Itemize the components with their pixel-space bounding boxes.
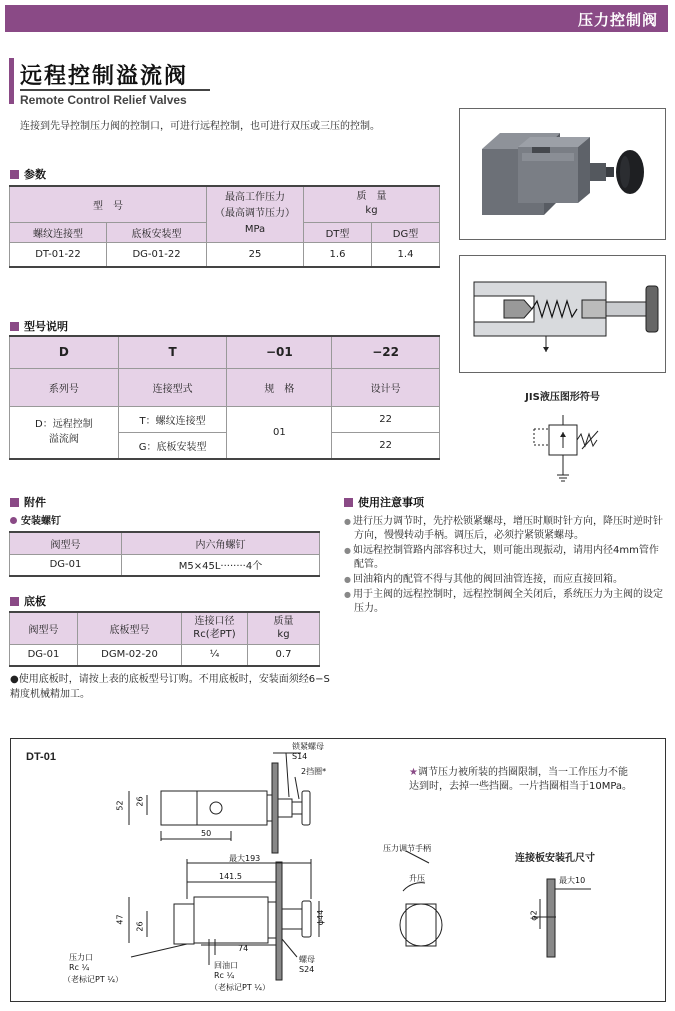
params-cell-dt: 1.6 — [304, 242, 372, 267]
model-heading-text: 型号说明 — [24, 320, 68, 333]
model-series-desc-1: D：远程控制 — [35, 419, 93, 431]
jis-symbol-label: JIS液压图形符号 — [525, 392, 600, 403]
accessory-sub-text: 安装螺钉 — [21, 516, 61, 527]
top-banner — [5, 5, 668, 32]
valve-section-drawing — [459, 255, 666, 373]
label-ring: 2挡圈* — [301, 767, 327, 776]
page-subtitle-en: Remote Control Relief Valves — [20, 93, 187, 107]
label-raise: 升压 — [409, 874, 425, 883]
baseplate-h-mass-unit: kg — [277, 629, 290, 641]
model-option-g: G：底板安装型 — [118, 432, 227, 459]
page-title: 远程控制溢流阀 — [20, 64, 189, 89]
params-h-thread: 螺纹连接型 — [10, 222, 107, 242]
ring-note-text: 调节压力被所装的挡圈限制，当一工作压力不能达到时，去掉一些挡圈。一片挡圈相当于10MPa。 — [409, 767, 633, 792]
params-cell-plate: DG-01-22 — [107, 242, 207, 267]
model-label-series: 系列号 — [10, 368, 119, 406]
valve-photo-image — [460, 109, 665, 239]
model-size-value: 01 — [227, 406, 332, 459]
baseplate-cell-mass: 0.7 — [248, 644, 320, 666]
baseplate-h-mass-text: 质量 — [273, 616, 294, 628]
baseplate-h-plate: 底板型号 — [78, 612, 182, 644]
title-underline — [20, 89, 210, 91]
category-title: 压力控制阀 — [577, 11, 658, 29]
baseplate-cell-plate: DGM-02-20 — [78, 644, 182, 666]
caution-item: ● 回油箱内的配管不得与其他的阀回油管连接，而应直接回箱。 — [344, 573, 666, 587]
model-code-t: T — [118, 336, 227, 368]
dim-max10: 最大10 — [559, 876, 586, 885]
params-h-pressure-2: （最高调节压力） — [215, 208, 295, 220]
label-nut: 螺母 — [299, 955, 315, 964]
params-h-pressure — [207, 186, 304, 242]
label-handle: 压力调节手柄 — [383, 844, 431, 853]
model-label-connection: 连接型式 — [118, 368, 227, 406]
caution-item: ● 如远程控制管路内部容积过大，则可能出现振动，请用内径4mm管作配管。 — [344, 544, 666, 572]
model-label-design: 设计号 — [332, 368, 440, 406]
cautions-heading — [344, 494, 424, 510]
accessory-heading — [10, 494, 46, 510]
model-design-2: 22 — [332, 432, 440, 459]
drawing-model-label: DT-01 — [26, 751, 56, 763]
model-heading — [10, 318, 68, 334]
ring-note — [409, 766, 634, 794]
dim-141-5: 141.5 — [219, 872, 242, 881]
dim-max193: 最大193 — [229, 854, 261, 863]
params-cell-thread: DT-01-22 — [10, 242, 107, 267]
bullet-dot-icon — [10, 517, 17, 524]
baseplate-cell-port: ¼ — [182, 644, 248, 666]
model-code-22: −22 — [332, 336, 440, 368]
dim-26-front: 26 — [135, 921, 145, 932]
label-lock-nut: 锁紧螺母 — [292, 742, 324, 751]
accessory-h-model: 阀型号 — [10, 532, 122, 554]
dim-74: 74 — [238, 944, 249, 953]
model-label-size: 规 格 — [227, 368, 332, 406]
params-h-dg: DG型 — [372, 222, 440, 242]
label-pressure-port: 压力口 — [69, 953, 93, 962]
section-drawing-svg — [460, 256, 665, 372]
label-pressure-old: （老标记PT ¼） — [63, 975, 124, 984]
dim-52: 52 — [115, 800, 125, 811]
accessory-h-screw: 内六角螺钉 — [122, 532, 320, 554]
model-option-t: T：螺纹连接型 — [118, 406, 227, 432]
dim-phi44: ϕ44 — [316, 909, 326, 926]
params-table — [9, 185, 440, 268]
section-square-icon — [344, 498, 353, 507]
label-s24: S24 — [299, 965, 315, 974]
dimension-drawing — [10, 738, 666, 1002]
model-series-desc-2: 溢流阀 — [48, 434, 79, 446]
params-h-pressure-unit: MPa — [244, 224, 266, 236]
dim-50: 50 — [201, 829, 212, 838]
section-square-icon — [10, 498, 19, 507]
baseplate-h-valve: 阀型号 — [10, 612, 78, 644]
label-return-old: （老标记PT ¼） — [210, 983, 271, 992]
params-h-pressure-1: 最高工作压力 — [225, 192, 285, 204]
label-s14: S14 — [292, 752, 308, 761]
baseplate-h-mass — [248, 612, 320, 644]
dim-47: 47 — [115, 914, 125, 925]
dim-26-top: 26 — [135, 796, 145, 807]
baseplate-heading-text: 底板 — [24, 595, 46, 608]
params-h-mass-text: 质 量 — [356, 191, 387, 203]
baseplate-cell-valve: DG-01 — [10, 644, 78, 666]
caution-item: ● 用于主阀的远程控制时，远程控制阀全关闭后，系统压力为主阀的设定压力。 — [344, 588, 666, 616]
cautions-list — [344, 515, 666, 617]
section-square-icon — [10, 170, 19, 179]
intro-text: 连接到先导控制压力阀的控制口，可进行远程控制，也可进行双压或三压的控制。 — [20, 121, 380, 132]
jis-symbol-icon — [524, 415, 614, 490]
baseplate-table — [9, 611, 320, 667]
model-table — [9, 335, 440, 460]
hole-title: 连接板安装孔尺寸 — [515, 853, 595, 864]
model-code-01: −01 — [227, 336, 332, 368]
dim-phi2: ϕ2 — [529, 910, 539, 921]
accessory-table — [9, 531, 320, 577]
section-square-icon — [10, 597, 19, 606]
accessory-cell-screw: M5×45L········4个 — [122, 554, 320, 576]
label-return-port: 回油口 — [214, 961, 238, 970]
params-h-mass — [304, 186, 440, 222]
accessory-cell-model: DG-01 — [10, 554, 122, 576]
params-h-mass-unit: kg — [365, 205, 378, 217]
caution-item: ● 进行压力调节时，先拧松锁紧螺母，增压时顺时针方向，降压时逆时针方向，慢慢转动手柄。调压后，必须拧紧锁紧螺母。 — [344, 515, 666, 543]
label-pressure-rc: Rc ¼ — [69, 963, 90, 972]
section-square-icon — [10, 322, 19, 331]
accessory-heading-text: 附件 — [24, 496, 46, 509]
title-accent-bar — [9, 58, 14, 104]
label-return-rc: Rc ¼ — [214, 971, 235, 980]
model-code-d: D — [10, 336, 119, 368]
model-design-1: 22 — [332, 406, 440, 432]
star-icon: ★ — [409, 767, 418, 778]
params-cell-pressure: 25 — [207, 242, 304, 267]
baseplate-h-port — [182, 612, 248, 644]
baseplate-h-port-1: 连接口径 — [194, 616, 235, 628]
params-cell-dg: 1.4 — [372, 242, 440, 267]
params-h-model: 型 号 — [10, 186, 207, 222]
baseplate-note: ●使用底板时，请按上表的底板型号订购。不用底板时，安装面须经6−S精度机械精加工。 — [10, 674, 330, 700]
accessory-sub — [10, 512, 61, 527]
params-heading-text: 参数 — [24, 168, 46, 181]
params-heading — [10, 166, 46, 182]
params-h-dt: DT型 — [304, 222, 372, 242]
params-h-plate: 底板安装型 — [107, 222, 207, 242]
model-series-desc — [10, 406, 119, 459]
baseplate-h-port-2: Rc(老PT) — [193, 629, 236, 641]
baseplate-heading — [10, 593, 46, 609]
cautions-heading-text: 使用注意事项 — [358, 496, 424, 509]
valve-photo — [459, 108, 666, 240]
